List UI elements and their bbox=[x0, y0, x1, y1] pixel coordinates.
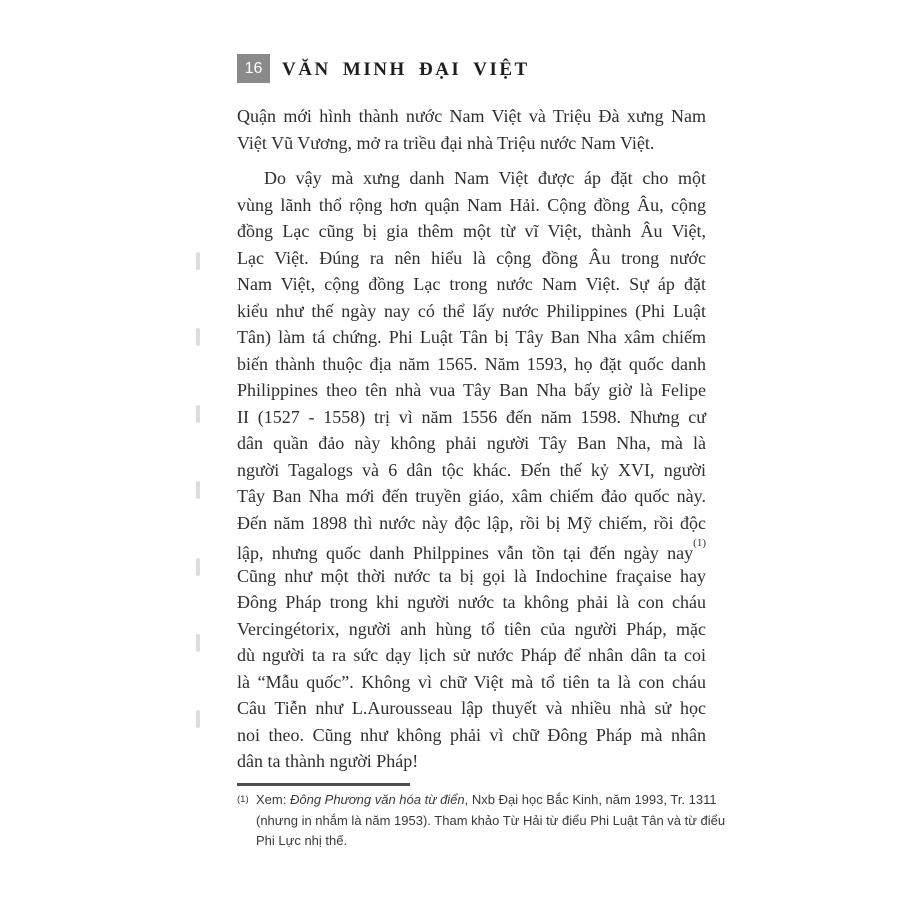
text-line: dân quần đảo này không phải người Tây Ban Nha, mà là bbox=[237, 433, 706, 453]
text-line: Philippines theo tên nhà vua Tây Ban Nha bấy giờ là Felipe bbox=[237, 380, 706, 400]
footnote-line: (nhưng in nhắm là năm 1953). Tham khảo Từ Hải từ điểu Phi Luật Tân và từ điểu bbox=[256, 812, 726, 828]
scan-artifact bbox=[196, 558, 200, 576]
text-line: người Tagalogs và 6 dân tộc khác. Đến thế kỷ XVI, người bbox=[237, 459, 706, 480]
text-line: Quận mới hình thành nước Nam Việt và Triệu Đà xưng Nam bbox=[237, 106, 706, 126]
text-line bbox=[237, 536, 706, 563]
footnote-text: Xem: bbox=[256, 792, 290, 807]
text-line: Vercingétorix, người anh hùng tổ tiên của người Pháp, mặc bbox=[237, 618, 706, 639]
footnote-line: Phi Lực nhị thế. bbox=[256, 833, 348, 848]
scan-artifact bbox=[196, 328, 200, 346]
book-title: VĂN MINH ĐẠI VIỆT bbox=[282, 59, 530, 80]
scan-artifact bbox=[196, 710, 200, 728]
text-line: biến thành thuộc địa năm 1565. Năm 1593, họ đặt quốc danh bbox=[237, 353, 706, 374]
text-line: Do vậy mà xưng danh Nam Việt được áp đặt cho một bbox=[264, 168, 706, 188]
footnote-text: , Nxb Đại học Bắc Kinh, năm 1993, Tr. 1311 bbox=[464, 792, 717, 807]
text-line: kiểu như thế ngày nay có thể lấy nước Philippines (Phi Luật bbox=[237, 300, 706, 321]
footnote-reference: (1) bbox=[693, 537, 706, 549]
text-line: Đến năm 1898 thì nước này độc lập, rồi bị Mỹ chiếm, rồi độc bbox=[237, 512, 706, 533]
footnote-marker: (1) bbox=[237, 794, 249, 805]
text-line: Lạc Việt. Đúng ra nên hiểu là cộng đồng Âu trong nước bbox=[237, 247, 706, 268]
text-line: vùng lãnh thổ rộng hơn quận Nam Hải. Cộng đồng Âu, cộng bbox=[237, 194, 706, 215]
footnote-separator bbox=[237, 783, 410, 786]
text-line: Tân) làm tá chứng. Phi Luật Tân bị Tây Ban Nha xâm chiếm bbox=[237, 327, 706, 347]
paragraph bbox=[237, 165, 706, 775]
text-line: Đông Pháp trong khi người nước ta không phải là con cháu bbox=[237, 592, 706, 612]
paragraph bbox=[237, 103, 706, 156]
text-line: noi theo. Cũng như không phải vì chữ Đông Pháp mà nhân bbox=[237, 724, 706, 745]
text-line: dân ta thành người Pháp! bbox=[237, 751, 419, 771]
scan-artifact bbox=[196, 634, 200, 652]
footnote-line bbox=[237, 790, 717, 811]
scan-artifact bbox=[196, 405, 200, 423]
scan-artifact bbox=[196, 481, 200, 499]
cited-work-title: Đông Phương văn hóa từ điển bbox=[289, 792, 465, 807]
text-line: là “Mẫu quốc”. Không vì chữ Việt mà tổ tiên ta là con cháu bbox=[237, 671, 706, 692]
text-line: Nam Việt, cộng đồng Lạc trong nước Nam Việt. Sự áp đặt bbox=[237, 274, 706, 294]
scan-artifact bbox=[196, 252, 200, 270]
text-line: dù người ta ra sức dạy lịch sử nước Pháp để nhân dân ta coi bbox=[237, 645, 706, 665]
text-line: II (1527 - 1558) trị vì năm 1556 đến năm 1598. Nhưng cư bbox=[237, 406, 706, 427]
page-number: 16 bbox=[244, 59, 263, 77]
text-line: Câu Tiễn như L.Aurousseau lập thuyết và nhiều nhà sử học bbox=[237, 698, 706, 718]
page-number-badge bbox=[237, 54, 270, 83]
footnote bbox=[237, 790, 726, 852]
body-text bbox=[237, 103, 706, 775]
text-line-text: lập, nhưng quốc danh Philppines vẫn tồn tại đến ngày nay bbox=[237, 543, 694, 563]
text-line: đồng Lạc cũng bị gia thêm một từ vĩ Việt, thành Âu Việt, bbox=[237, 221, 706, 241]
text-line: Cũng như một thời nước ta bị gọi là Indochine fraçaise hay bbox=[237, 565, 706, 586]
text-line: Việt Vũ Vương, mở ra triều đại nhà Triệu nước Nam Việt. bbox=[237, 132, 655, 153]
text-line: Tây Ban Nha mới đến truyền giáo, xâm chiếm đảo quốc này. bbox=[237, 486, 706, 506]
page-header bbox=[237, 54, 530, 83]
